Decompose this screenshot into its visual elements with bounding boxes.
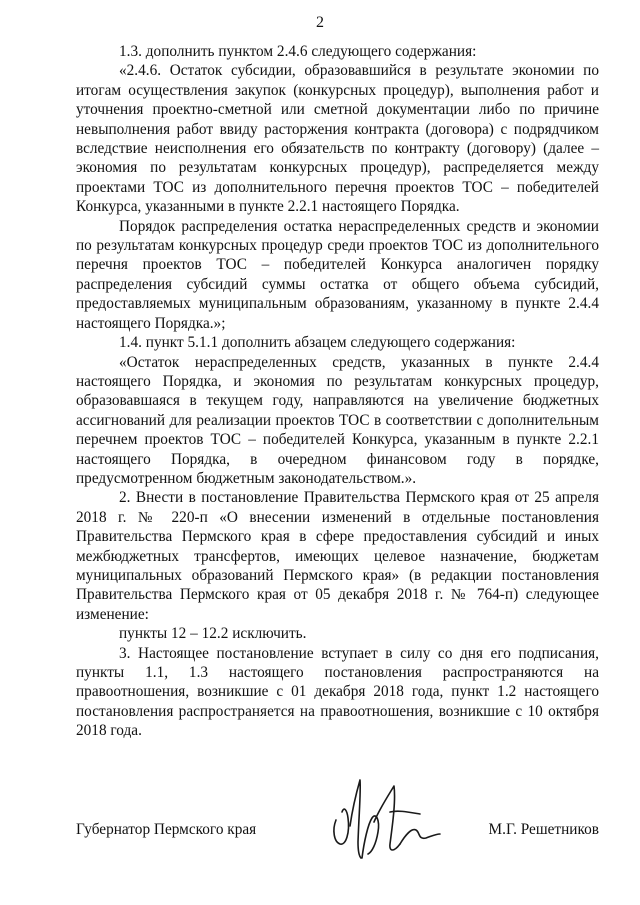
page-number: 2 <box>316 14 324 31</box>
paragraph-3-effective: 3. Настоящее постановление вступает в силу со дня его подписания, пункты 1.1, 1.3 настоящего постановления распространяются на правоотношения, возникшие с 01 декабря 2018 года, пункт 1.2 настоящего постановления распространяется на правоотношения, возникшие с 10 октября 2018 года. <box>76 644 599 740</box>
handwritten-signature <box>328 772 458 862</box>
signature-block <box>76 821 599 845</box>
paragraph-1-3: 1.3. дополнить пунктом 2.4.6 следующего содержания: <box>119 43 477 60</box>
paragraph-1-4: 1.4. пункт 5.1.1 дополнить абзацем следующего содержания: <box>119 334 516 352</box>
document-body <box>76 42 599 741</box>
paragraph-2-amendment: 2. Внести в постановление Правительства Пермского края от 25 апреля 2018 г. № 220-п «О внесении изменений в отдельные постановления Правительства Пермского края в сфере предоставления субсидий и иных межбюджетных трансфертов, имеющих целевое назначение, бюджетам муниципальных образований Пермского края» (в редакции постановления Правительства Пермского края от 05 декабря 2018 г. № 764-п) следующее изменение: <box>76 489 599 623</box>
paragraph-2-4-6: «2.4.6. Остаток субсидии, образовавшийся в результате экономии по итогам осуществления закупок (конкурсных процедур), выполнения работ и уточнения проектно-сметной или сметной документации либо по причине невыполнения работ ввиду расторжения контракта (договора) с подрядчиком вследствие неисполнения его обязательств по контракту (договору) (далее – экономия по результатам конкурсных процедур), распределяется между проектами ТОС из дополнительного перечня проектов ТОС – победителей Конкурса, указанными в пункте 2.2.1 настоящего Порядка. <box>76 62 599 216</box>
paragraph-distribution-order: Порядок распределения остатка нераспределенных средств и экономии по результатам конкурсных процедур среди проектов ТОС из дополнительного перечня проектов ТОС – победителей Конкурса аналогичен порядку распределения субсидий суммы остатка от общего объема субсидий, предоставляемых муниципальным образованиям, указанному в пункте 2.4.4 настоящего Порядка.»; <box>76 217 599 332</box>
signatory-name: М.Г. Решетников <box>488 821 599 838</box>
paragraph-remainder-funds: «Остаток нераспределенных средств, указанных в пункте 2.4.4 настоящего Порядка, и экономия по результатам конкурсных процедур, образовавшаяся в текущем году, направляются на увеличение бюджетных ассигнований для реализации проектов ТОС в соответствии с дополнительным перечнем проектов ТОС – победителей Конкурса, указанным в пункте 2.2.1 настоящего Порядка, в очередном финансовом году в порядке, предусмотренном бюджетным законодательством.». <box>76 353 599 487</box>
signatory-position: Губернатор Пермского края <box>76 821 257 838</box>
paragraph-exclude-items: пункты 12 – 12.2 исключить. <box>119 625 307 643</box>
